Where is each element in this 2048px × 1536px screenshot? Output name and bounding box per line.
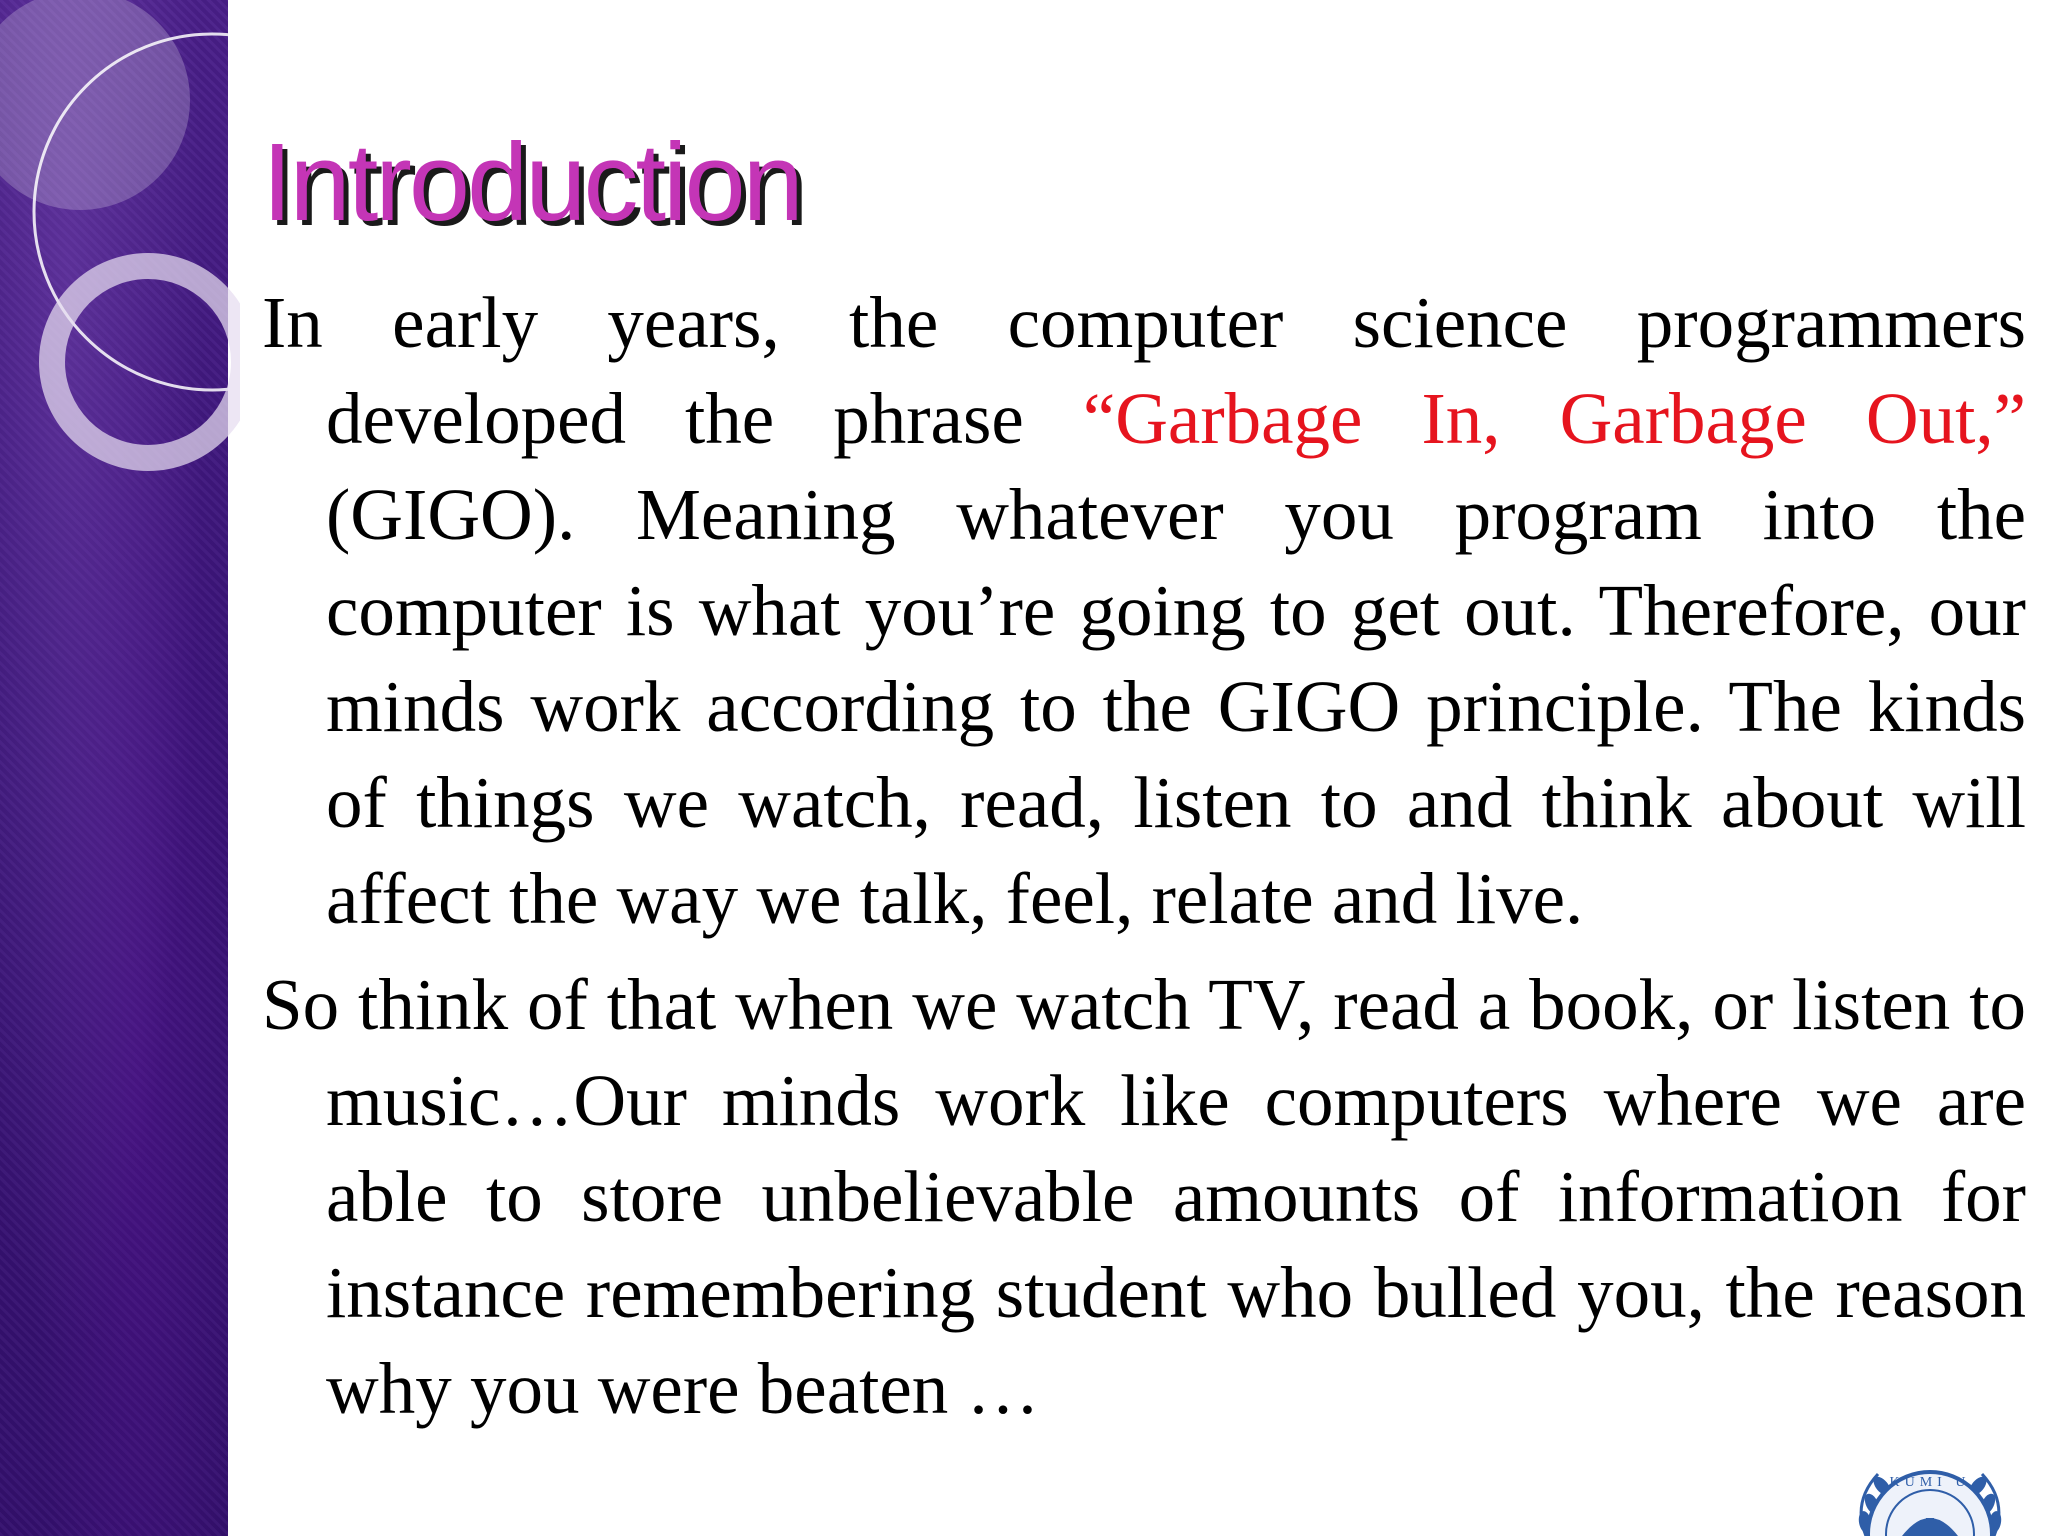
slide-title: Introduction bbox=[262, 121, 801, 244]
paragraph-gigo-rest: (GIGO). Meaning whatever you program into the computer is what you’re going to get out. Therefore, our minds work according to the GIGO principle. The kinds of things we watch, read, listen to and think about will affect the way we talk, feel, relate and live. bbox=[326, 474, 2026, 939]
decorative-circles bbox=[0, 0, 240, 520]
paragraph-gigo bbox=[262, 275, 2026, 947]
thick-ring bbox=[52, 266, 240, 458]
logo-lettering: KUMI U bbox=[1889, 1475, 1971, 1490]
university-logo bbox=[1832, 1452, 2028, 1536]
gigo-quote: “Garbage In, Garbage Out,” bbox=[1082, 378, 2027, 459]
slide-body bbox=[262, 275, 2026, 1437]
paragraph-gigo-intro: In early years, the computer science programmers developed the phrase bbox=[262, 282, 2026, 459]
paragraph-minds: So think of that when we watch TV, read a book, or listen to music…Our minds work like computers where we are able to store unbelievable amounts of information for instance remembering student who bulled you, the reason why you were beaten … bbox=[262, 964, 2026, 1429]
filled-circle bbox=[0, 0, 190, 210]
